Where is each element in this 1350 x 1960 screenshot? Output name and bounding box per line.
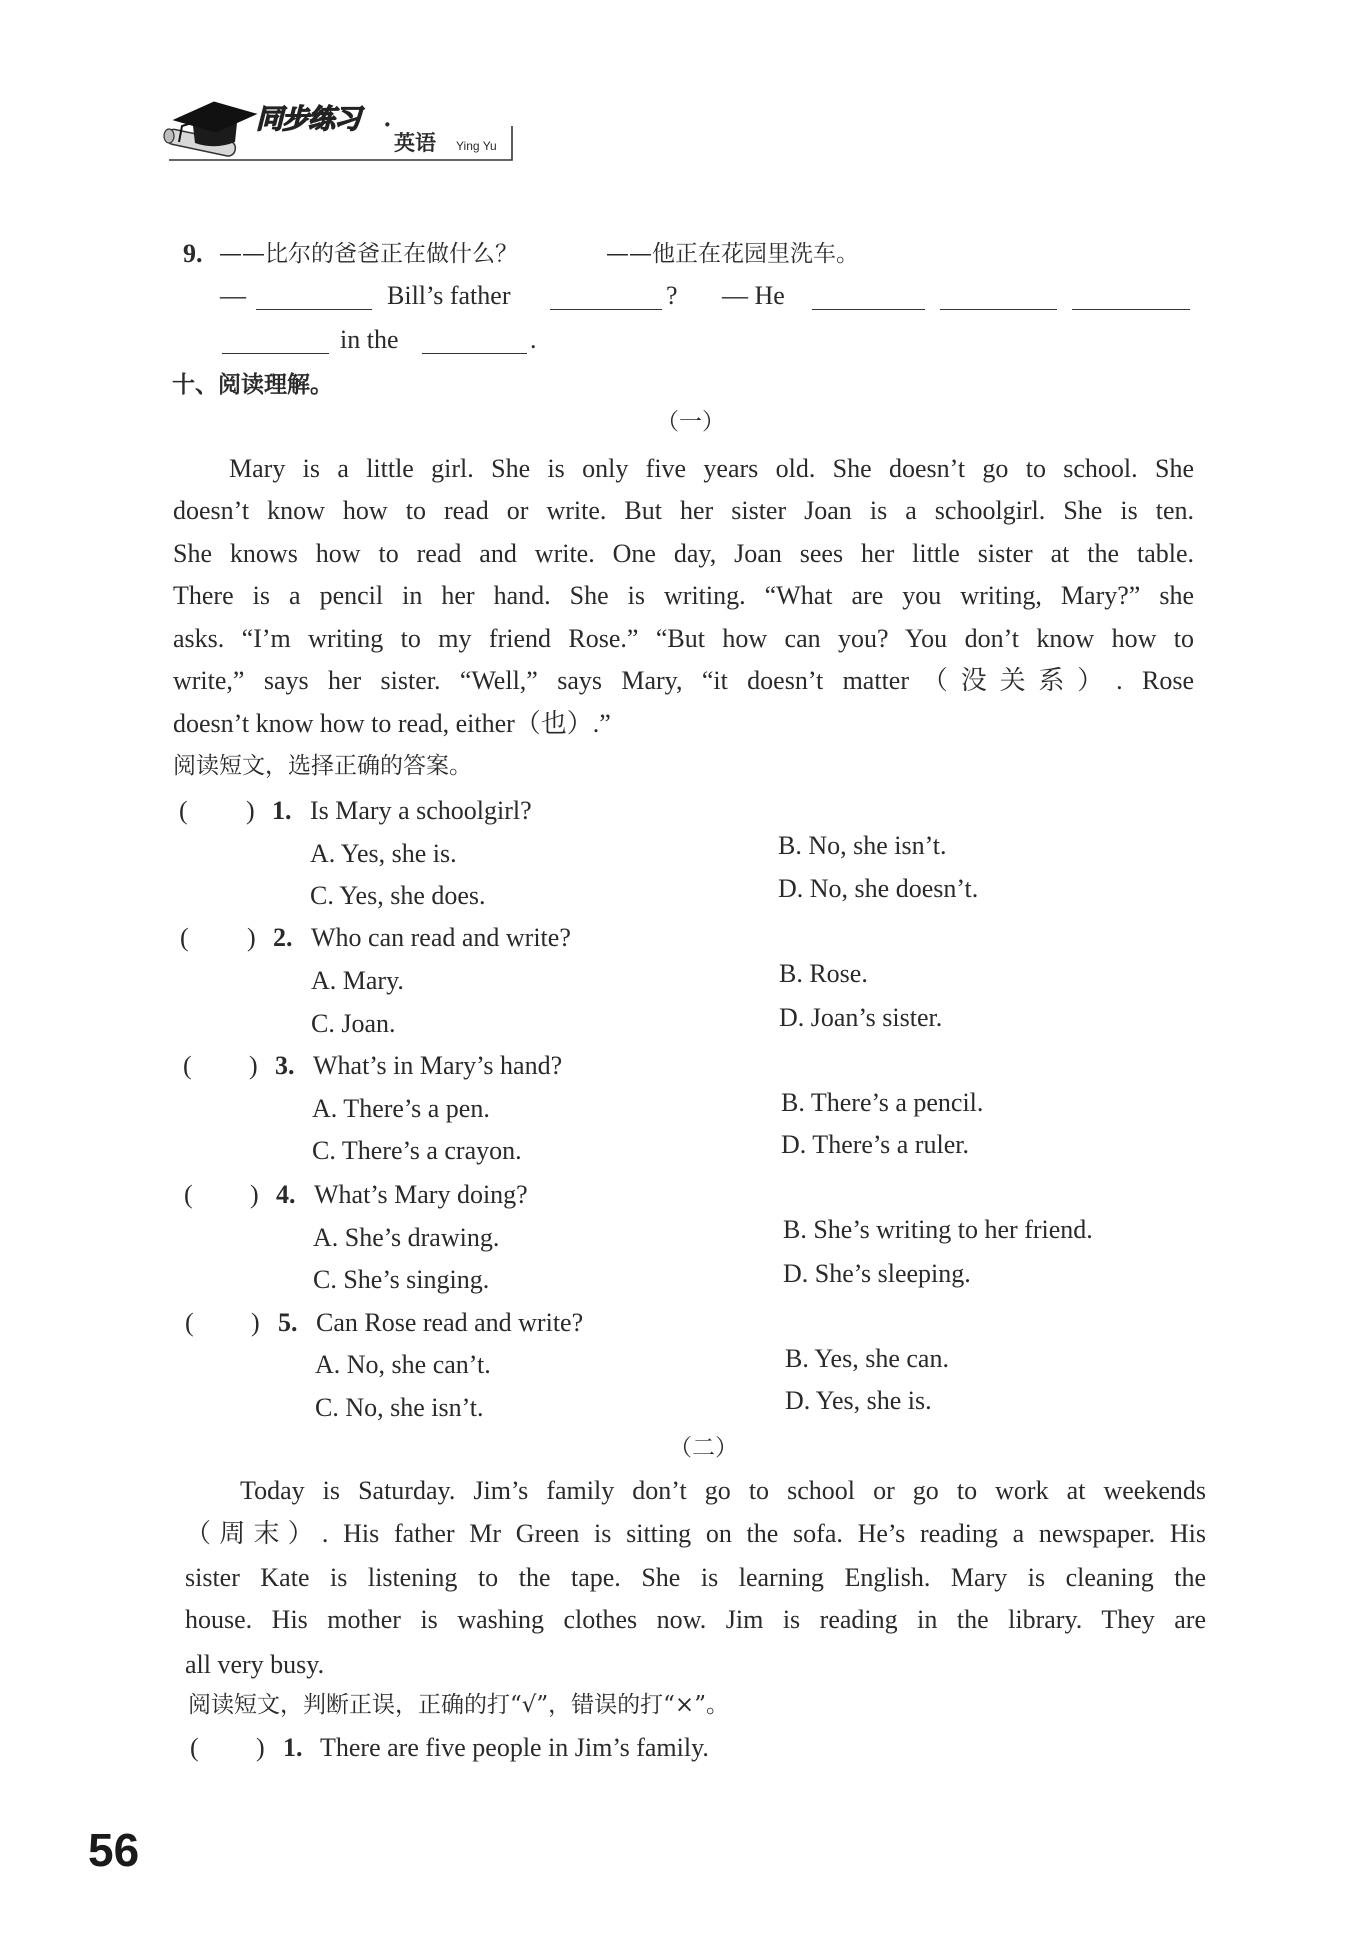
- option-b: B. Yes, she can.: [785, 1344, 949, 1373]
- answer-bracket-open: (: [190, 1733, 199, 1762]
- passage2-instruction: 阅读短文，判断正误，正确的打“√”，错误的打“×”。: [188, 1692, 729, 1718]
- q9-blank-7[interactable]: [422, 323, 527, 354]
- passage2-line: sister Kate is listening to the tape. She is learning English. Mary is cleaning the: [185, 1563, 1206, 1592]
- series-title: 同步练习: [256, 104, 360, 135]
- question-text: Can Rose read and write?: [316, 1308, 584, 1337]
- answer-slot-q1[interactable]: [195, 794, 243, 828]
- option-a: A. No, she can’t.: [315, 1350, 491, 1379]
- subject-pinyin: Ying Yu: [456, 139, 497, 153]
- question-number: 3.: [275, 1051, 295, 1080]
- q9-blank-3[interactable]: [812, 279, 925, 310]
- answer-bracket-close: ): [247, 923, 256, 952]
- answer-slot-q5[interactable]: [201, 1306, 249, 1340]
- question-text: There are five people in Jim’s family.: [320, 1733, 709, 1762]
- q9-zh-answer: ——他正在花园里洗车。: [606, 241, 859, 267]
- q9-blank-4[interactable]: [940, 279, 1057, 310]
- question-number: 1.: [283, 1733, 303, 1762]
- passage1-line: She knows how to read and write. One day, Joan sees her little sister at the table.: [173, 539, 1194, 568]
- option-a: A. Mary.: [311, 966, 404, 995]
- option-d: D. Yes, she is.: [785, 1386, 932, 1415]
- passage1-line: Mary is a little girl. She is only five years old. She doesn’t go to school. She: [229, 454, 1194, 483]
- option-c: C. Yes, she does.: [310, 881, 486, 910]
- answer-bracket-close: ): [251, 1308, 260, 1337]
- q9-dash-b: — He: [722, 281, 785, 310]
- question-number: 5.: [278, 1308, 298, 1337]
- option-c: C. No, she isn’t.: [315, 1393, 484, 1422]
- answer-bracket-close: ): [246, 796, 255, 825]
- passage2-line: all very busy.: [185, 1650, 325, 1679]
- question-number: 2.: [273, 923, 293, 952]
- answer-bracket-open: (: [179, 796, 188, 825]
- question-number: 1.: [272, 796, 292, 825]
- passage2-heading: （二）: [669, 1435, 738, 1461]
- question-text: Is Mary a schoolgirl?: [310, 796, 532, 825]
- q9-blank-5[interactable]: [1072, 279, 1190, 310]
- answer-bracket-open: (: [184, 1180, 193, 1209]
- passage1-line: doesn’t know how to read or write. But her sister Joan is a schoolgirl. She is ten.: [173, 496, 1194, 525]
- option-d: D. She’s sleeping.: [783, 1259, 971, 1288]
- q9-blank-2[interactable]: [550, 279, 662, 310]
- passage1-line: asks. “I’m writing to my friend Rose.” “But how can you? You don’t know how to: [173, 624, 1194, 653]
- option-b: B. There’s a pencil.: [781, 1088, 984, 1117]
- q9-question-mark: ?: [666, 281, 678, 310]
- answer-bracket-close: ): [256, 1733, 265, 1762]
- passage1-line: doesn’t know how to read, either（也）.”: [173, 709, 611, 738]
- q9-zh-question: ——比尔的爸爸正在做什么？: [219, 241, 518, 267]
- passage1-line: write,” says her sister. “Well,” says Mary, “it doesn’t matter（没关系）. Rose: [173, 666, 1194, 695]
- answer-bracket-open: (: [180, 923, 189, 952]
- passage2-line: （周末）. His father Mr Green is sitting on the sofa. He’s reading a newspaper. His: [185, 1519, 1206, 1548]
- option-d: D. No, she doesn’t.: [778, 874, 979, 903]
- option-b: B. She’s writing to her friend.: [783, 1215, 1093, 1244]
- option-a: A. There’s a pen.: [312, 1094, 490, 1123]
- q9-blank-6[interactable]: [222, 323, 329, 354]
- subject-title: 英语: [394, 131, 436, 155]
- passage2-line: house. His mother is washing clothes now. Jim is reading in the library. They are: [185, 1605, 1206, 1634]
- section-title: 十、阅读理解。: [172, 372, 333, 398]
- question-number: 4.: [276, 1180, 296, 1209]
- q9-number: 9.: [183, 239, 203, 268]
- option-a: A. She’s drawing.: [313, 1223, 500, 1252]
- option-b: B. No, she isn’t.: [778, 831, 947, 860]
- question-text: What’s Mary doing?: [314, 1180, 528, 1209]
- passage1-line: There is a pencil in her hand. She is writing. “What are you writing, Mary?” she: [173, 581, 1194, 610]
- answer-bracket-open: (: [185, 1308, 194, 1337]
- option-a: A. Yes, she is.: [310, 839, 457, 868]
- cap-board-icon: [174, 102, 256, 132]
- answer-bracket-close: ): [249, 1051, 258, 1080]
- title-separator: ·: [383, 110, 392, 139]
- q9-text-b: in the: [340, 325, 399, 354]
- passage1-heading: （一）: [656, 409, 725, 435]
- answer-slot-q3[interactable]: [199, 1049, 247, 1083]
- answer-slot-judge-1[interactable]: [206, 1731, 254, 1765]
- answer-slot-q2[interactable]: [196, 921, 244, 955]
- option-d: D. Joan’s sister.: [779, 1003, 943, 1032]
- option-c: C. Joan.: [311, 1009, 396, 1038]
- q9-period: .: [530, 325, 537, 354]
- option-c: C. There’s a crayon.: [312, 1136, 522, 1165]
- answer-bracket-open: (: [183, 1051, 192, 1080]
- passage1-instruction: 阅读短文，选择正确的答案。: [173, 753, 472, 779]
- passage2-line: Today is Saturday. Jim’s family don’t go to school or go to work at weekends: [240, 1476, 1206, 1505]
- option-c: C. She’s singing.: [313, 1265, 490, 1294]
- q9-dash-a: —: [220, 281, 246, 310]
- option-d: D. There’s a ruler.: [781, 1130, 969, 1159]
- option-b: B. Rose.: [779, 959, 868, 988]
- answer-slot-q4[interactable]: [200, 1178, 248, 1212]
- question-text: What’s in Mary’s hand?: [313, 1051, 563, 1080]
- question-text: Who can read and write?: [311, 923, 571, 952]
- q9-text-a: Bill’s father: [387, 281, 511, 310]
- page-number: 56: [88, 1824, 140, 1876]
- answer-bracket-close: ): [250, 1180, 259, 1209]
- q9-blank-1[interactable]: [256, 279, 372, 310]
